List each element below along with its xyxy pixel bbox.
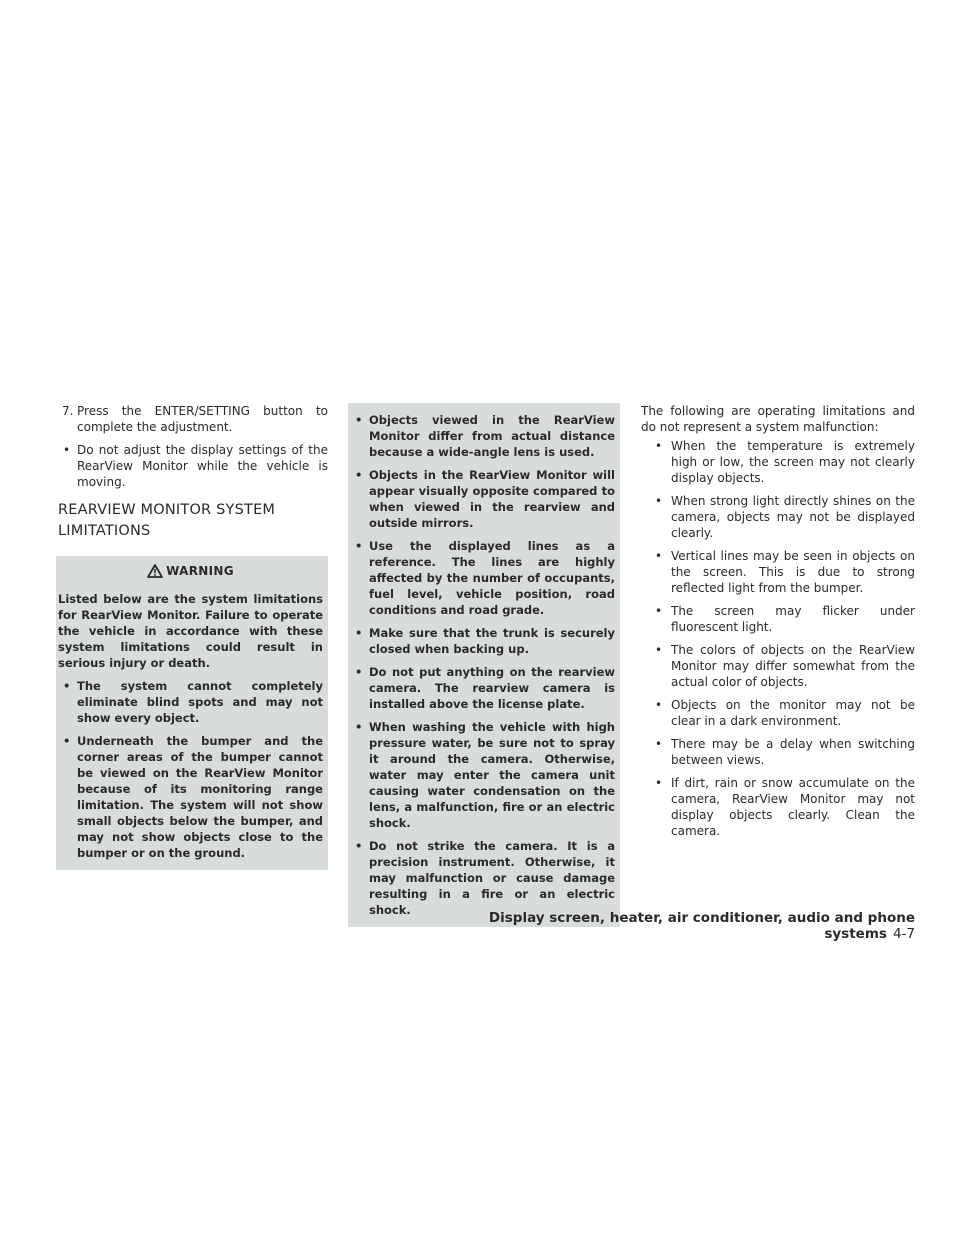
- warning-label: WARNING: [166, 564, 234, 578]
- warning-item: • Do not put anything on the rearview camera. The rearview camera is installed above the license plate.: [355, 665, 615, 711]
- warning-item: • Make sure that the trunk is securely closed when backing up.: [355, 626, 615, 656]
- limitations-intro: The following are operating limitations and do not represent a system malfunction:: [641, 404, 915, 434]
- limitation-item: • When strong light directly shines on the camera, objects may not be displayed clearly.: [655, 494, 915, 540]
- warning-item: • Do not strike the camera. It is a precision instrument. Otherwise, it may malfunction or cause damage resulting in a fire or an electric shock.: [355, 839, 615, 917]
- page-footer: [420, 910, 915, 942]
- step-text: Press the ENTER/SETTING button to complete the adjustment.: [77, 404, 328, 434]
- warning-triangle-icon: [147, 564, 163, 578]
- warning-item: • Underneath the bumper and the corner areas of the bumper cannot be viewed on the RearView Monitor because of its monitoring range limitation. The system will not show small objects below the bumper, and may not show objects close to the bumper or on the ground.: [63, 734, 323, 860]
- column-middle: [348, 403, 620, 927]
- warning-item: • Objects in the RearView Monitor will appear visually opposite compared to when viewed in the rearview and outside mirrors.: [355, 468, 615, 530]
- warning-item: • The system cannot completely eliminate blind spots and may not show every object.: [63, 679, 323, 725]
- warning-item: • When washing the vehicle with high pressure water, be sure not to spray it around the camera. Otherwise, water may enter the camera unit causing water condensation on the lens, a malfunction, fire or an electric shock.: [355, 720, 615, 830]
- step-7: [58, 403, 328, 435]
- warning-item: • Use the displayed lines as a reference. The lines are highly affected by the number of occupants, fuel level, vehicle position, road conditions and road grade.: [355, 539, 615, 617]
- page-number: 4-7: [892, 926, 915, 942]
- column-left: [58, 403, 328, 870]
- warning-item: • Objects viewed in the RearView Monitor differ from actual distance because a wide-angle lens is used.: [355, 413, 615, 459]
- section-title: REARVIEW MONITOR SYSTEM LIMITATIONS: [58, 502, 276, 539]
- bullet-marker: •: [63, 443, 71, 457]
- chapter-title: Display screen, heater, air conditioner, audio and phone systems: [488, 910, 915, 942]
- note-text: Do not adjust the display settings of the RearView Monitor while the vehicle is moving.: [77, 443, 328, 489]
- column-right: [641, 403, 915, 846]
- warning-header: [58, 563, 323, 579]
- note-item: [58, 442, 328, 490]
- step-number: 7.: [62, 404, 74, 418]
- warning-intro: Listed below are the system limitations for RearView Monitor. Failure to operate the vehicle in accordance with these system limitations could result in serious injury or death.: [58, 592, 323, 670]
- warning-box: [56, 556, 328, 870]
- limitation-item: • The screen may flicker under fluorescent light.: [655, 604, 915, 634]
- limitation-item: • Vertical lines may be seen in objects on the screen. This is due to strong reflected light from the bumper.: [655, 549, 915, 595]
- warning-box-continued: [348, 403, 620, 927]
- limitation-item: • There may be a delay when switching between views.: [655, 737, 915, 767]
- limitation-item: • Objects on the monitor may not be clear in a dark environment.: [655, 698, 915, 728]
- limitation-item: • If dirt, rain or snow accumulate on the camera, RearView Monitor may not display objects clearly. Clean the camera.: [655, 776, 915, 838]
- limitation-item: • The colors of objects on the RearView Monitor may differ somewhat from the actual color of objects.: [655, 643, 915, 689]
- limitation-item: • When the temperature is extremely high or low, the screen may not clearly display objects.: [655, 439, 915, 485]
